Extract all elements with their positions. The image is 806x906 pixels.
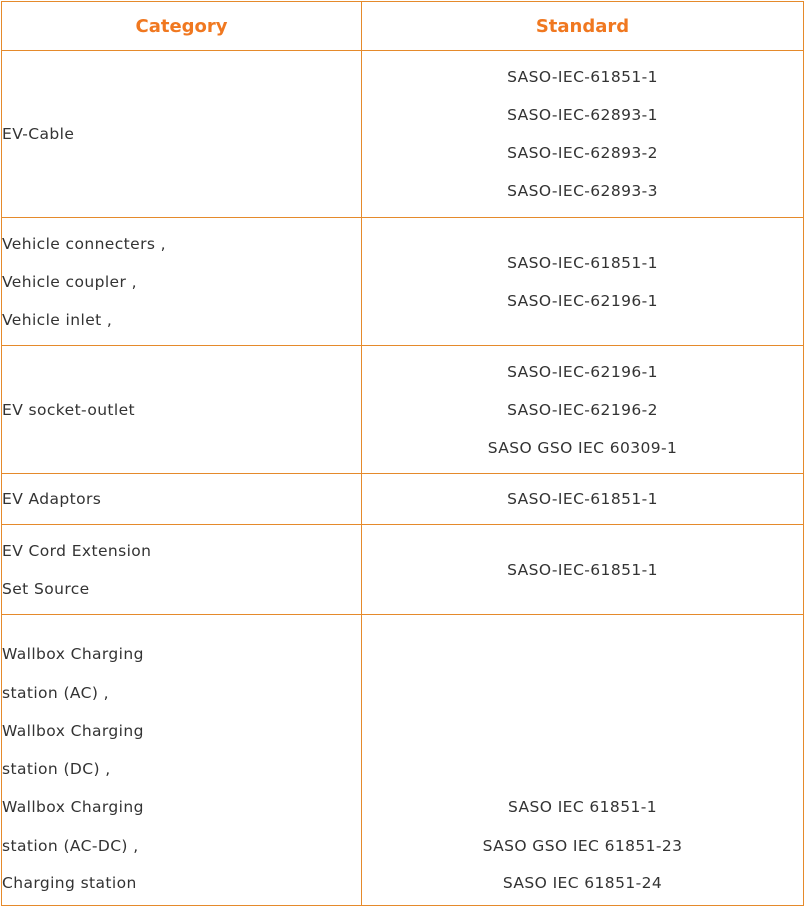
category-line: Set Source <box>2 579 90 598</box>
standard-line: SASO IEC 61851-24 <box>502 874 663 892</box>
category-cell <box>2 218 362 346</box>
category-line: station (AC) , <box>2 683 109 702</box>
category-line: Wallbox Charging <box>2 721 144 740</box>
category-cell <box>2 474 362 525</box>
standard-line: SASO-IEC-61851-1 <box>507 490 658 508</box>
standard-line: SASO GSO IEC 60309-1 <box>487 438 678 457</box>
category-line: Wallbox Charging <box>2 798 144 817</box>
category-line: EV-Cable <box>2 125 75 143</box>
category-line: EV Cord Extension <box>2 541 152 560</box>
standard-line: SASO-IEC-62196-1 <box>507 291 658 310</box>
category-line: Charging station <box>2 874 137 892</box>
category-line: EV socket-outlet <box>2 400 136 419</box>
standard-line: SASO-IEC-62196-1 <box>507 362 658 381</box>
header-category: Category <box>2 2 362 51</box>
category-line: station (DC) , <box>2 760 111 779</box>
standard-line: SASO-IEC-62196-2 <box>507 400 658 419</box>
standard-line: SASO-IEC-61851-1 <box>507 560 658 579</box>
standard-cell <box>362 615 804 906</box>
category-line: Vehicle coupler , <box>2 272 137 291</box>
standard-cell <box>362 51 804 218</box>
standards-table <box>1 1 804 906</box>
table-row <box>2 615 804 906</box>
standard-line: SASO-IEC-61851-1 <box>507 68 658 86</box>
table-row <box>2 346 804 474</box>
table-row <box>2 51 804 218</box>
standard-cell <box>362 218 804 346</box>
category-cell <box>2 51 362 218</box>
table-header-row <box>2 2 804 51</box>
category-cell <box>2 525 362 615</box>
standard-line: SASO-IEC-62893-3 <box>507 182 658 200</box>
standard-cell <box>362 474 804 525</box>
standard-cell <box>362 525 804 615</box>
category-line: EV Adaptors <box>2 490 102 508</box>
standard-cell <box>362 346 804 474</box>
category-line: station (AC-DC) , <box>2 836 139 855</box>
standard-line: SASO-IEC-61851-1 <box>507 253 658 272</box>
header-standard: Standard <box>362 2 804 51</box>
category-line: Vehicle inlet , <box>2 310 113 329</box>
table-row <box>2 218 804 346</box>
standard-line: SASO-IEC-62893-1 <box>507 106 658 124</box>
standard-line: SASO-IEC-62893-2 <box>507 144 658 162</box>
category-cell <box>2 615 362 906</box>
category-cell <box>2 346 362 474</box>
table-row <box>2 474 804 525</box>
standard-line: SASO GSO IEC 61851-23 <box>482 836 683 855</box>
category-line: Vehicle connecters , <box>2 234 166 253</box>
category-line: Wallbox Charging <box>2 645 144 664</box>
standard-line: SASO IEC 61851-1 <box>508 798 657 817</box>
table-row <box>2 525 804 615</box>
